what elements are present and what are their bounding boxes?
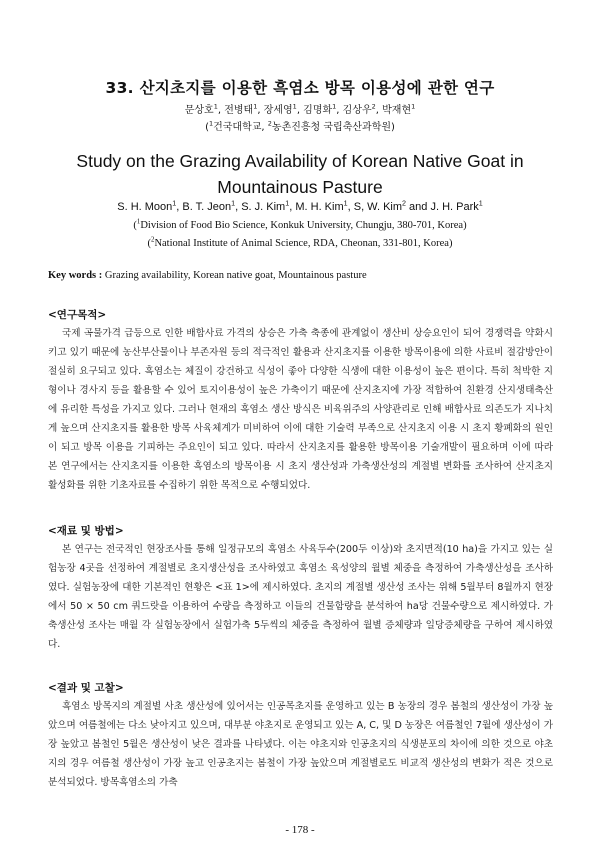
english-affiliation-2: ($^2$National Institute of Animal Science, RDA, Cheonan, 331-801, Korea) — [147, 236, 453, 249]
author: 김상우$^2$, — [342, 102, 383, 116]
paragraph-results: 흑염소 방목지의 계절별 사초 생산성에 있어서는 인공목초지를 운영하고 있는 B 농장의 경우 봄철의 생산성이 가장 높았으며 여름철에는 다소 낮아지고 있으며, 대부분 야초지로 운영되고 있는 A, C, 및 D 농장은 여름철인 7월에 생산성이 가장 높았고 봄철인 5월은 생산성이 낮은 결과를 나타냈다. 이는 야초지와 인공초지의 식생분포의 차이에 의한 것으로 야초지의 경우 여름철 생산성이 가장 높고 인공초지는 봄철이 가장 높았으며 계절별로도 비교적 생산성의 변화가 적은 것으로 분석되었다. 방목흑염소의 가축 — [48, 701, 553, 788]
author: S, W. Kim$^2$ and — [353, 199, 431, 213]
author: 문상호$^1$, — [184, 102, 225, 116]
english-title — [40, 148, 560, 200]
author: B. T. Jeon$^1$, — [182, 199, 242, 213]
english-affiliation-1: ($^1$Division of Food Bio Science, Konkuk University, Chungju, 380-701, Korea) — [133, 218, 467, 231]
korean-authors — [40, 101, 560, 116]
korean-affiliation: ($^1$건국대학교, $^2$농촌진흥청 국립축산과학원) — [205, 119, 395, 133]
author: S. J. Kim$^1$, — [241, 199, 296, 213]
author: 김명화$^1$, — [303, 102, 343, 116]
author: 박재현$^1$ — [382, 102, 416, 116]
author: S. H. Moon$^1$, — [117, 199, 183, 213]
author: J. H. Park$^1$ — [430, 199, 483, 213]
section-heading-results: <결과 및 고찰> — [48, 682, 124, 694]
page-number: - 178 - — [285, 824, 315, 836]
author: M. H. Kim$^1$, — [295, 199, 354, 213]
english-title-line: Mountainous Pasture — [217, 177, 383, 197]
korean-title: 33. 산지초지를 이용한 흑염소 방목 이용성에 관한 연구 — [105, 79, 495, 97]
keywords — [48, 270, 560, 281]
section-heading-methods: <재료 및 방법> — [48, 525, 124, 537]
keywords-text: Grazing availability, Korean native goat, Mountainous pasture — [102, 270, 367, 281]
section-heading-purpose: <연구목적> — [48, 309, 107, 321]
english-title-line: Study on the Grazing Availability of Korean Native Goat in — [76, 151, 524, 171]
paragraph-methods: 본 연구는 전국적인 현장조사를 통해 일정규모의 흑염소 사육두수(200두 이상)와 초지면적(10 ha)을 가지고 있는 실험농장 4곳을 선정하여 계절별로 초지생산성을 조사하였고 흑염소 육성양의 월별 체중을 측정하여 가축생산성을 조사하였다. 실험농장에 대한 기본적인 현황은 <표 1>에 제시하였다. 초지의 계절별 생산성 조사는 위해 5월부터 8월까지 현장에서 50 × 50 cm 쿼드랏을 이용하여 수량을 측정하고 이들의 건물함량을 분석하여 ha당 건물수량으로 제시하였다. 가축생산성 조사는 매월 각 실험농장에서 실험가축 5두씩의 체중을 측정하여 월별 증체량과 일당증체량을 구하여 제시하였다. — [48, 544, 553, 650]
author: 전병태$^1$, — [224, 102, 264, 116]
keywords-label: Key words : — [48, 270, 103, 281]
author: 장세영$^1$, — [263, 102, 304, 116]
english-authors — [40, 201, 560, 213]
paragraph-purpose: 국제 곡물가격 급등으로 인한 배합사료 가격의 상승은 가축 축종에 관계없이 생산비 상승요인이 되어 경쟁력을 약화시키고 있기 때문에 농산부산물이나 부존자원 등의 적극적인 활용과 산지초지를 이용한 방목이용에 의한 사료비 절감방안이 절실히 요구되고 있다. 흑염소는 체질이 강건하고 식성이 좋아 다양한 식생에 대한 이용성이 높은 편이다. 특히 척박한 지형이나 경사지 등을 활용할 수 있어 토지이용성이 높은 가축이기 때문에 산지초지에 가장 적합하여 친환경 산지생태축산에 유리한 특성을 가지고 있다. 그러나 현재의 흑염소 생산 방식은 비육위주의 사양관리로 인해 배합사료 의존도가 지나치게 높으며 산지초지를 활용한 방목 사육체계가 미비하여 이에 대한 기술력 부족으로 산지초지 이용 시 초지 황폐화의 원인이 되고 방목 이용을 기피하는 주요인이 되고 있다. 따라서 산지초지를 활용한 방목이용 기술개발이 필요하며 이에 따라 본 연구에서는 산지초지를 이용한 흑염소의 방목이용 시 초지 생산성과 가축생산성의 계절별 변화를 조사하여 산지초지 활성화를 위한 기초자료를 수집하기 위한 목적으로 수행되었다. — [48, 328, 553, 491]
